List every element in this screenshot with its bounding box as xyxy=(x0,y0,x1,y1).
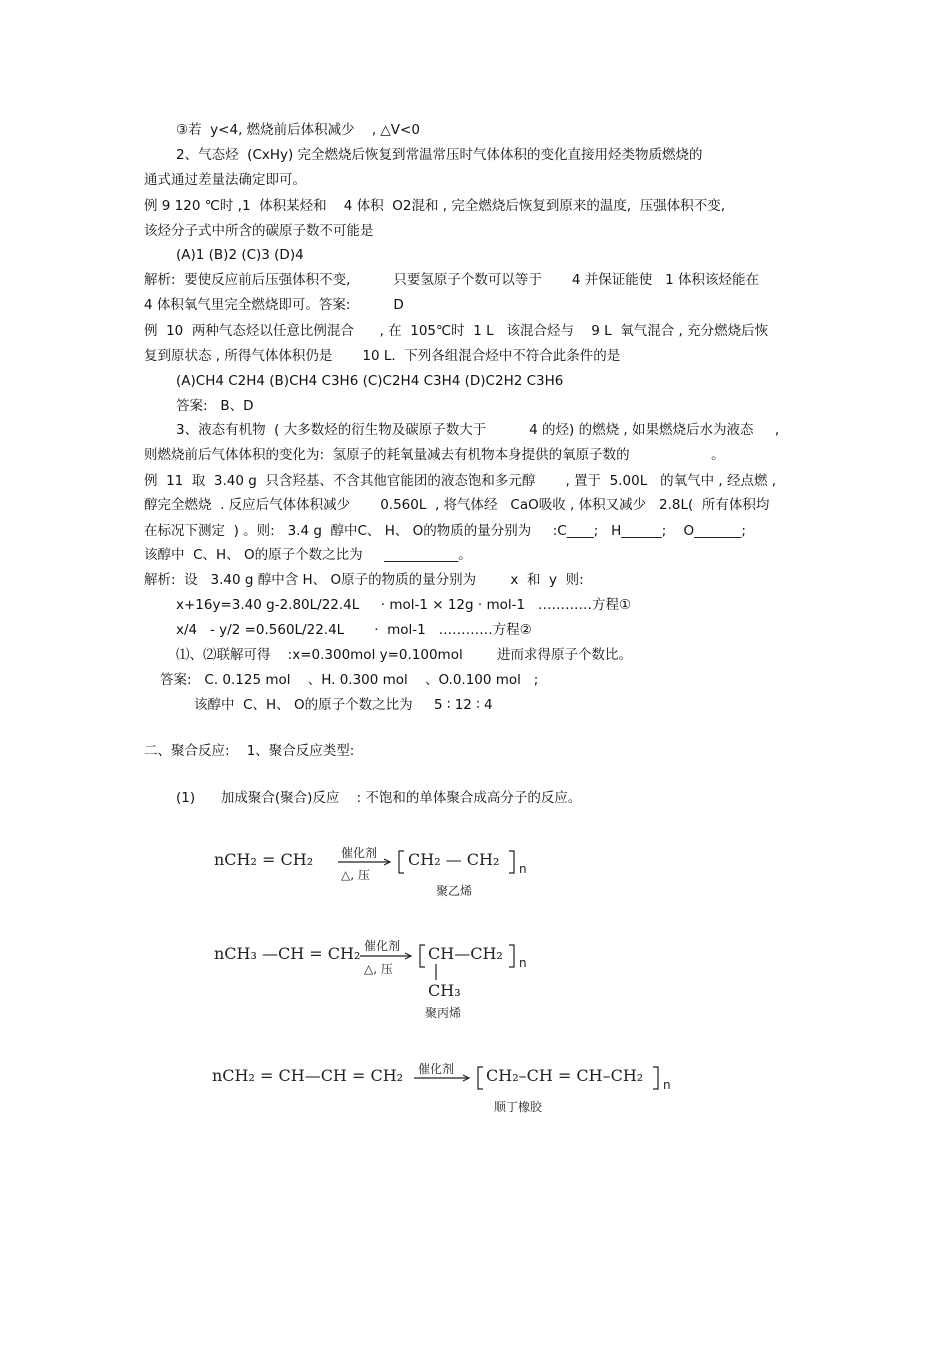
text-line: 2、气态烃 (CxHy) 完全燃烧后恢复到常温常压时气体体积的变化直接用烃类物质燃烧的 xyxy=(176,147,703,163)
text-line: x+16y=3.40 g-2.80L/22.4L · mol-1 × 12g · mol-1 …………方程① xyxy=(176,597,632,613)
text-line: 例 11 取 3.40 g 只含羟基、不含其他官能团的液态饱和多元醇 , 置于 5.00L 的氧气中 , 经点燃 , xyxy=(144,473,777,489)
text-line: 例 9 120 ℃时 ,1 体积某烃和 4 体积 O2混和 , 完全燃烧后恢复到原来的温度, 压强体积不变, xyxy=(144,198,726,214)
text-line: 该醇中 C、H、 O的原子个数之比为 5 ∶ 12 ∶ 4 xyxy=(194,697,493,713)
text-line: (A)CH4 C2H4 (B)CH4 C3H6 (C)C2H4 C3H4 (D)C2H2 C3H6 xyxy=(176,373,564,389)
text-line: ⑴、⑵联解可得 :x=0.300mol y=0.100mol 进而求得原子个数比。 xyxy=(176,647,633,663)
text-line: 4 体积氧气里完全燃烧即可。答案: D xyxy=(144,297,404,313)
condition-label: △, 压 xyxy=(341,868,370,882)
text-line: 答案: B、D xyxy=(176,398,254,414)
reactant: nCH₂ = CH—CH = CH₂ xyxy=(212,1066,404,1085)
reactant: nCH₃ —CH = CH₂ xyxy=(214,944,361,963)
text-line: 该烃分子式中所含的碳原子数不可能是 xyxy=(144,223,374,239)
subscript-n: n xyxy=(519,956,527,970)
catalyst-label: 催化剂 xyxy=(418,1062,455,1076)
product: CH₂–CH = CH–CH₂ xyxy=(486,1066,644,1085)
text-line: 3、液态有机物 ( 大多数烃的衍生物及碳原子数大于 4 的烃) 的燃烧 , 如果燃烧后水为液态 , xyxy=(176,422,780,438)
text-line: 通式通过差量法确定即可。 xyxy=(144,172,306,188)
product-name: 顺丁橡胶 xyxy=(494,1100,543,1114)
text-line: 则燃烧前后气体体积的变化为: 氢原子的耗氧量减去有机物本身提供的氧原子数的 。 xyxy=(144,447,725,463)
catalyst-label: 催化剂 xyxy=(341,846,378,860)
text-line: 醇完全燃烧 . 反应后气体体积减少 0.560L , 将气体经 CaO吸收 , 体积又减少 2.8L( 所有体积均 xyxy=(144,497,770,513)
subscript-n: n xyxy=(519,862,527,876)
text-line: 解析: 要使反应前后压强体积不变, 只要氢原子个数可以等于 4 并保证能使 1 体积该烃能在 xyxy=(144,272,760,288)
product: CH—CH₂ xyxy=(428,944,503,963)
branch-group: CH₃ xyxy=(428,981,461,1000)
text-line: (A)1 (B)2 (C)3 (D)4 xyxy=(176,247,304,263)
product: CH₂ — CH₂ xyxy=(408,850,500,869)
product-name: 聚乙烯 xyxy=(436,884,473,898)
text-line: ③若 y<4, 燃烧前后体积减少 , △V<0 xyxy=(176,122,420,138)
text-line: 该醇中 C、H、 O的原子个数之比为 ___________。 xyxy=(144,547,472,563)
product-name: 聚丙烯 xyxy=(425,1006,462,1020)
text-line: 答案: C. 0.125 mol 、H. 0.300 mol 、O.0.100 mol ; xyxy=(160,672,539,688)
text-line: 在标况下测定 ) 。则: 3.4 g 醇中C、 H、 O的物质的量分别为 :C____; H______; O_______; xyxy=(144,523,746,539)
catalyst-label: 催化剂 xyxy=(364,939,401,953)
text-line: 解析: 设 3.40 g 醇中含 H、 O原子的物质的量分别为 x 和 y 则: xyxy=(144,572,584,588)
section-heading: 二、聚合反应: 1、聚合反应类型: xyxy=(144,743,355,759)
condition-label: △, 压 xyxy=(364,962,393,976)
text-line: x/4 - y/2 =0.560L/22.4L · mol-1 …………方程② xyxy=(176,622,532,638)
text-line: (1) 加成聚合(聚合)反应 : 不饱和的单体聚合成高分子的反应。 xyxy=(176,790,582,806)
reactant: nCH₂ = CH₂ xyxy=(214,850,314,869)
text-line: 复到原状态 , 所得气体体积仍是 10 L. 下列各组混合烃中不符合此条件的是 xyxy=(144,348,621,364)
text-line: 例 10 两种气态烃以任意比例混合 , 在 105℃时 1 L 该混合烃与 9 L 氧气混合 , 充分燃烧后恢 xyxy=(144,323,769,339)
subscript-n: n xyxy=(663,1078,671,1092)
